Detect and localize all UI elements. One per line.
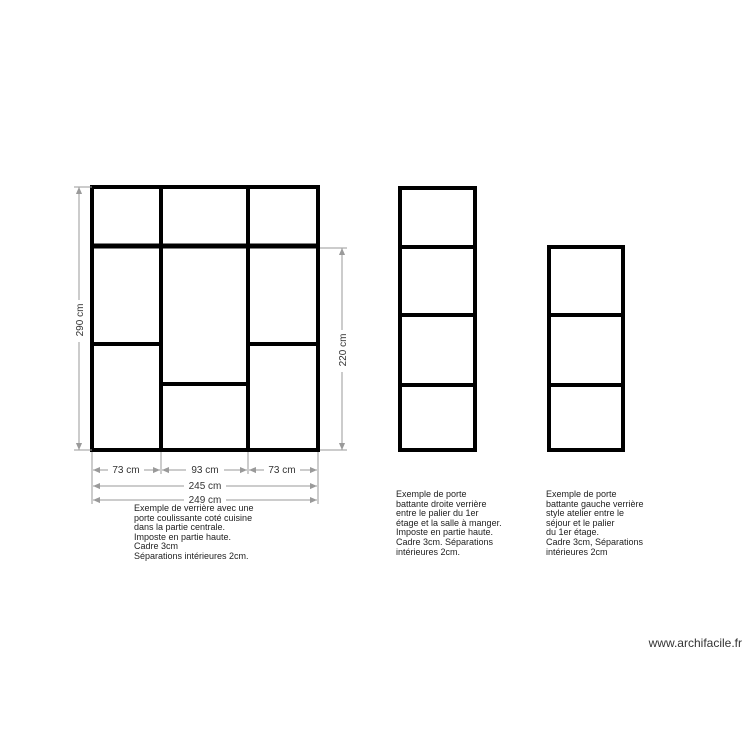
dim-inner-width-label: 245 cm — [188, 481, 222, 492]
drawing-3-note: Exemple de porte battante gauche verrière style atelier entre le séjour et le palier du 1er étage. Cadre 3cm, Séparations intérieures 2cm — [546, 489, 644, 557]
verriere-sliding-door-drawing — [92, 187, 318, 450]
dim-total-height-label: 290 cm — [75, 303, 86, 337]
dim-lower-height-label: 220 cm — [338, 333, 349, 367]
dimension-labels — [73, 300, 349, 506]
dim-right-panel-label: 73 cm — [268, 465, 296, 476]
watermark: www.archifacile.fr — [648, 636, 742, 650]
door-frame — [549, 247, 623, 450]
left-hinged-door-drawing — [549, 247, 623, 450]
dim-center-panel-label: 93 cm — [191, 465, 219, 476]
drawing-1-note: Exemple de verrière avec une porte coulissante coté cuisine dans la partie centrale. Imposte en partie haute. Cadre 3cm Séparations intérieures 2cm. — [134, 503, 254, 561]
right-hinged-door-drawing — [400, 188, 475, 450]
outer-frame — [92, 187, 318, 450]
dim-outer-width-label: 249 cm — [188, 495, 222, 506]
drawing-2-note: Exemple de porte battante droite verrière entre le palier du 1er étage et la salle à manger. Imposte en partie haute. Cadre 3cm. Séparations intérieures 2cm. — [396, 489, 502, 557]
dim-left-panel-label: 73 cm — [112, 465, 140, 476]
door-frame — [400, 188, 475, 450]
